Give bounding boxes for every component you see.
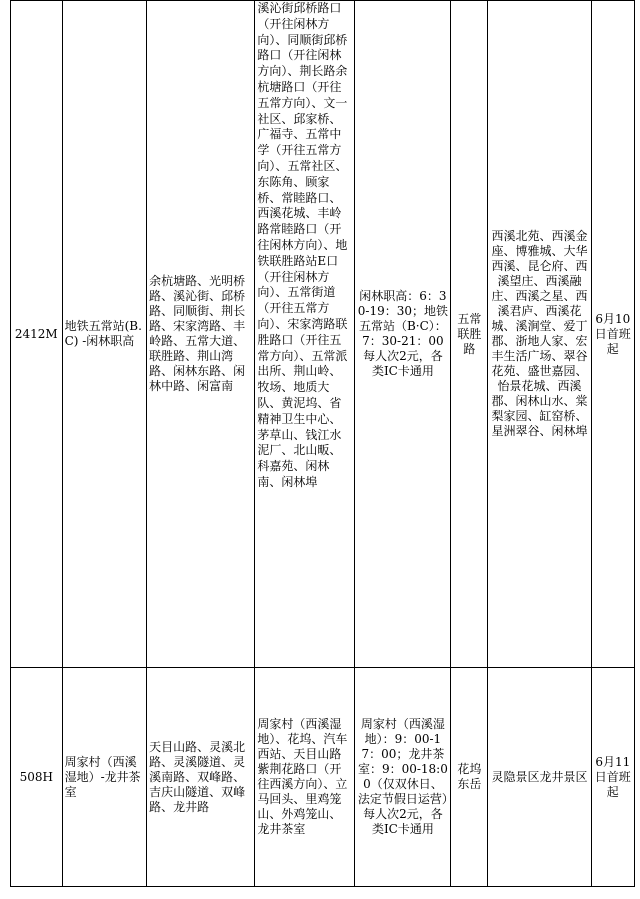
route-places: 西溪北苑、西溪金座、博雅城、大华西溪、昆仑府、西溪望庄、西溪融庄、西溪之星、西溪君庐、西溪花城、溪涧堂、爱丁郡、浙地人家、宏丰生活广场、翠谷花苑、盛世嘉园、怡景花城、西溪郡、闲林山水、棠梨家园、缸窑桥、星洲翠谷、闲林埠 [488,1,591,668]
route-transfer: 花坞东岳 [451,668,488,887]
table-row [11,1,635,668]
route-start-date: 6月11日首班起 [591,668,634,887]
route-hours-fare: 周家村（西溪湿地）：9：00-17：00；龙井茶室：9：00-18:00（仅双休日、法定节假日运营）每人次2元，各类IC卡通用 [355,668,451,887]
route-roads: 余杭塘路、光明桥路、溪沁街、邱桥路、同顺街、荆长路、宋家湾路、丰岭路、五常大道、联胜路、荆山湾路、闲林东路、闲林中路、闲富南 [147,1,255,668]
route-number: 508H [11,668,63,887]
route-stops: 周家村（西溪湿地）、花坞、汽车西站、天目山路紫荆花路口（开往西溪方向）、立马回头、里鸡笼山、外鸡笼山、龙井茶室 [255,668,355,887]
bus-route-table [10,0,635,887]
route-places: 灵隐景区龙井景区 [488,668,591,887]
route-number: 2412M [11,1,63,668]
route-start-end: 周家村（西溪湿地）-龙井茶室 [62,668,147,887]
table-row [11,668,635,887]
route-transfer: 五常联胜路 [451,1,488,668]
route-roads: 天目山路、灵溪北路、灵溪隧道、灵溪南路、双峰路、吉庆山隧道、双峰路、龙井路 [147,668,255,887]
route-start-end: 地铁五常站(B.C) -闲林职高 [62,1,147,668]
route-hours-fare: 闲林职高：6：30-19：30；地铁五常站（B·C）：7：30-21：00每人次2元，各类IC卡通用 [355,1,451,668]
route-stops: 溪沁街邱桥路口（开往闲林方向）、同顺街邱桥路口（开往闲林方向）、荆长路余杭塘路口（开往五常方向）、文一社区、邱家桥、广福寺、五常中学（开往五常方向）、五常社区、东陈角、顾家桥、常睦路口、西溪花城、丰岭路常睦路口（开往闲林方向）、地铁联胜路站E口（开往闲林方向）、五常街道（开往五常方向）、宋家湾路联胜路口（开往五常方向）、五常派出所、荆山岭、牧场、地质大队、黄泥坞、省精神卫生中心、茅草山、钱江水泥厂、北山畈、科嘉苑、闲林南、闲林埠 [255,1,355,668]
route-start-date: 6月10日首班起 [591,1,634,668]
